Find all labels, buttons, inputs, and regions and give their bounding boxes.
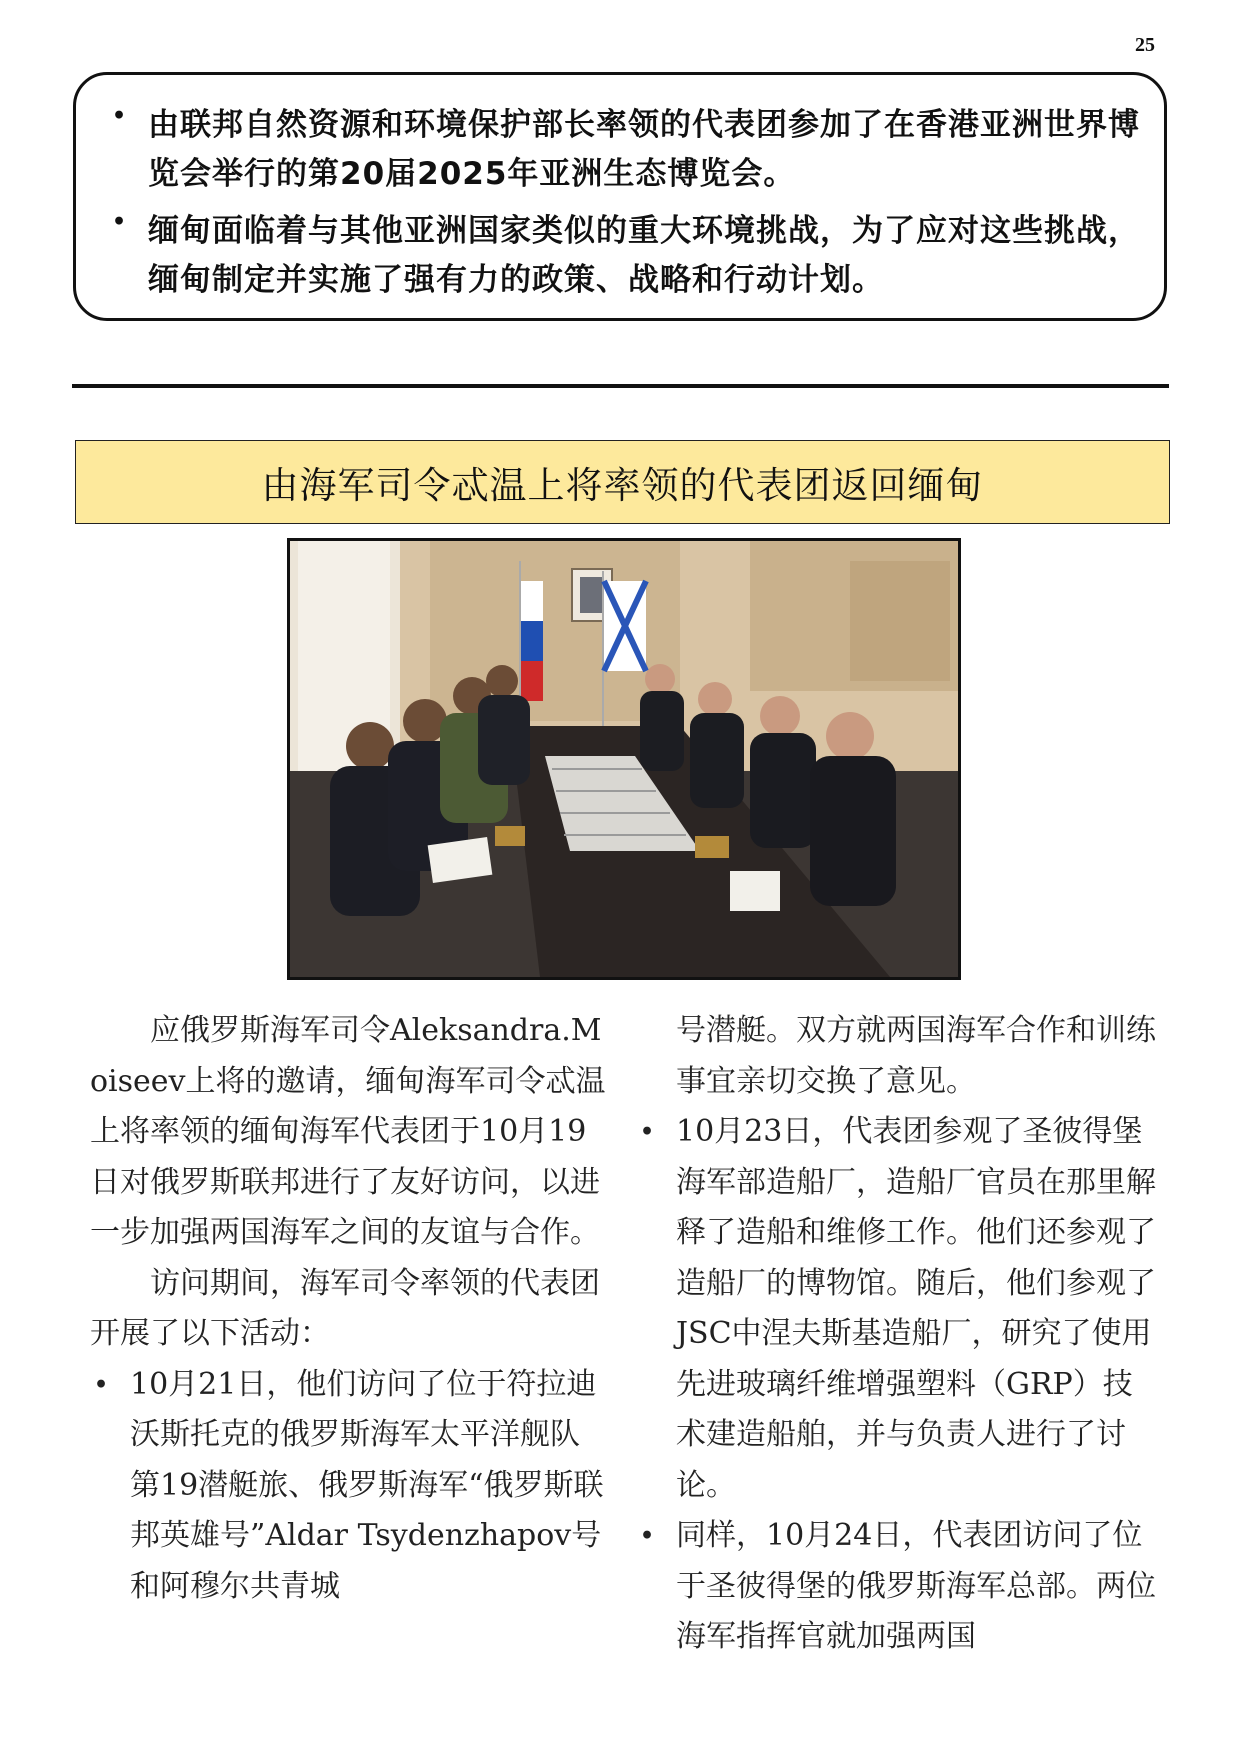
bullet-icon: •: [112, 103, 127, 129]
activity-text: 同样，10月24日，代表团访问了位于圣彼得堡的俄罗斯海军总部。两位海军指挥官就加强两国: [676, 1518, 1156, 1654]
bullet-icon: •: [640, 1523, 655, 1549]
article-headline-box: [75, 440, 1170, 524]
summary-bullet-text: 缅甸面临着与其他亚洲国家类似的重大环境挑战，为了应对这些挑战，缅甸制定并实施了强有力的政策、战略和行动计划。: [148, 213, 1140, 298]
meeting-photo: [287, 538, 961, 980]
bullet-icon: •: [640, 1119, 655, 1145]
section-divider: [72, 384, 1169, 388]
meeting-photo-illustration: [290, 541, 958, 977]
activity-item: [636, 1107, 1156, 1511]
bullet-icon: •: [112, 209, 127, 235]
activity-text: 10月21日，他们访问了位于符拉迪沃斯托克的俄罗斯海军太平洋舰队第19潜艇旅、俄罗斯海军“俄罗斯联邦英雄号”Aldar Tsydenzhapov号和阿穆尔共青城: [130, 1366, 604, 1604]
summary-bullet-item: [102, 207, 1140, 305]
article-intro-paragraph: 应俄罗斯海军司令Aleksandra.Moiseev上将的邀请，缅甸海军司令忒温上将率领的缅甸海军代表团于10月19日对俄罗斯联邦进行了友好访问，以进一步加强两国海军之间的友谊与合作。: [90, 1013, 606, 1250]
activity-continuation: 号潜艇。双方就两国海军合作和训练事宜亲切交换了意见。: [676, 1013, 1156, 1099]
article-column-right: [636, 1006, 1156, 1663]
article-column-left: [90, 1006, 606, 1612]
summary-bullet-item: [102, 101, 1140, 199]
activity-text: 10月23日，代表团参观了圣彼得堡海军部造船厂，造船厂官员在那里解释了造船和维修工作。他们还参观了造船厂的博物馆。随后，他们参观了JSC中涅夫斯基造船厂，研究了使用先进玻璃纤维增强塑料（GRP）技术建造船舶，并与负责人进行了讨论。: [676, 1114, 1156, 1503]
page-number: 25: [1135, 34, 1155, 56]
activity-item: [636, 1511, 1156, 1663]
summary-box: [73, 72, 1167, 321]
activities-intro-paragraph: 访问期间，海军司令率领的代表团开展了以下活动：: [90, 1265, 600, 1351]
activity-item: [90, 1360, 606, 1613]
article-headline: 由海军司令忒温上将率领的代表团返回缅甸: [261, 464, 984, 507]
bullet-icon: •: [94, 1371, 109, 1398]
summary-bullet-text: 由联邦自然资源和环境保护部长率领的代表团参加了在香港亚洲世界博览会举行的第20届2025年亚洲生态博览会。: [148, 107, 1140, 192]
